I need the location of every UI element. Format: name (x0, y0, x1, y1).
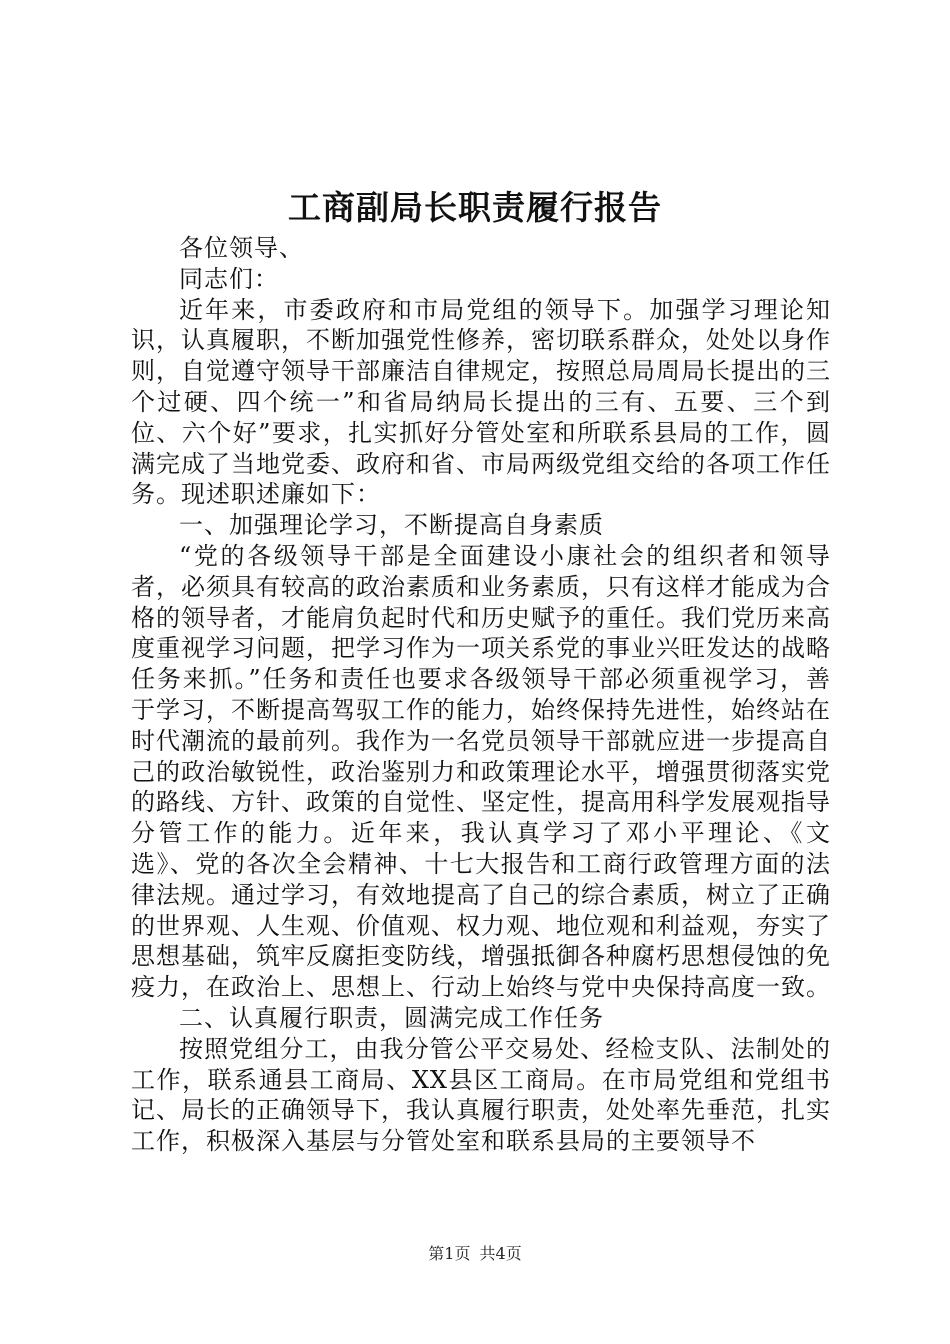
document-title: 工商副局长职责履行报告 (288, 188, 662, 227)
body-paragraph: “党的各级领导干部是全面建设小康社会的组织者和领导者，必须具有较高的政治素质和业务素质，只有这样才能成为合格的领导者，才能肩负起时代和历史赋予的重任。我们党历来高度重视学习问题，把学习作为一项关系党的事业兴旺发达的战略任务来抓。”任务和责任也要求各级领导干部必须重视学习，善于学习，不断提高驾驭工作的能力，始终保持先进性，始终站在时代潮流的最前列。我作为一名党员领导干部就应进一步提高自己的政治敏锐性，政治鉴别力和政策理论水平，增强贯彻落实党的路线、方针、政策的自觉性、坚定性，提高用科学发展观指导分管工作的能力。近年来，我认真学习了邓小平理论、《文选》、党的各次全会精神、十七大报告和工商行政管理方面的法律法规。通过学习，有效地提高了自己的综合素质，树立了正确的世界观、人生观、价值观、权力观、地位观和利益观，夯实了思想基础，筑牢反腐拒变防线，增强抵御各种腐朽思想侵蚀的免疫力，在政治上、思想上、行动上始终与党中央保持高度一致。 (131, 541, 831, 1002)
body-paragraph: 按照党组分工，由我分管公平交易处、经检支队、法制处的工作，联系通县工商局、XX县区工商局。在市局党组和党组书记、局长的正确领导下，我认真履行职责，处处率先垂范，扎实工作，积极深入基层与分管处室和联系县局的主要领导不 (131, 1034, 831, 1156)
salutation-line: 同志们： (179, 264, 279, 293)
page-number: 第1页 (428, 1244, 471, 1263)
document-body (131, 233, 831, 1157)
salutation-line: 各位领导、 (179, 234, 304, 262)
body-paragraph: 近年来，市委政府和市局党组的领导下。加强学习理论知识，认真履职，不断加强党性修养，密切联系群众，处处以身作则，自觉遵守领导干部廉洁自律规定，按照总局周局长提出的三个过硬、四个统一”和省局纳局长提出的三有、五要、三个到位、六个好”要求，扎实抓好分管处室和所联系县局的工作，圆满完成了当地党委、政府和省、市局两级党组交给的各项工作任务。现述职述廉如下： (131, 295, 831, 509)
section-heading: 一、加强理论学习，不断提高自身素质 (179, 511, 604, 540)
section-heading: 二、认真履行职责，圆满完成工作任务 (179, 1003, 604, 1032)
page-total: 共4页 (479, 1244, 522, 1263)
page-footer (0, 1244, 950, 1264)
